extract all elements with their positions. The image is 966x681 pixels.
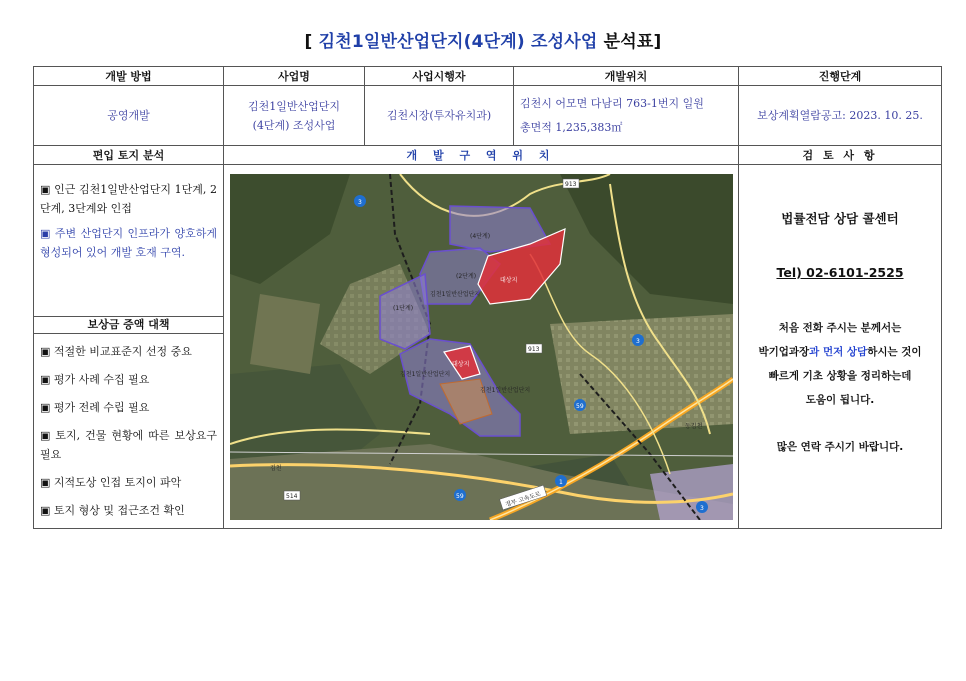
land-analysis-list xyxy=(34,165,223,316)
svg-text:경부 고속도로: 경부 고속도로 xyxy=(504,490,542,509)
compensation-item xyxy=(34,370,223,389)
info-project-line2: (4단계) 조성사업 xyxy=(252,118,336,132)
road-shield-3 xyxy=(696,501,708,513)
review-highlight: 과 먼저 상담 xyxy=(809,346,868,358)
section-header-row xyxy=(34,146,942,165)
road-shield-913 xyxy=(526,344,542,353)
map-label-stage1: (1단계) xyxy=(392,304,413,312)
svg-text:59: 59 xyxy=(575,402,584,410)
village xyxy=(250,294,320,374)
road-shield-913 xyxy=(563,179,579,188)
header-location: 개발위치 xyxy=(514,67,739,86)
info-location xyxy=(514,86,739,146)
content-row xyxy=(34,165,942,529)
review-center-name: 법률전담 상담 콜센터 xyxy=(781,211,899,226)
land-analysis-item xyxy=(34,180,223,218)
review-line5: 많은 연락 주시기 바랍니다. xyxy=(776,441,904,453)
document-title xyxy=(0,27,966,52)
compensation-item xyxy=(34,342,223,361)
header-project: 사업명 xyxy=(224,67,365,86)
road-shield-59 xyxy=(574,399,586,411)
bullet-icon: ▣ xyxy=(40,504,51,517)
map-label-stage2: (2단계) xyxy=(455,272,476,280)
header-stage: 진행단계 xyxy=(739,67,942,86)
compensation-item xyxy=(34,501,223,520)
bullet-icon: ▣ xyxy=(40,345,51,358)
title-open-bracket: [ xyxy=(304,32,313,52)
map-label-ic: 김천 xyxy=(269,464,282,472)
map-label-complex: 김천1일반산업단지 xyxy=(399,370,450,378)
road-shield-3 xyxy=(354,195,366,207)
info-project-line1: 김천1일반산업단지 xyxy=(247,99,340,113)
review-phone: Tel) 02-6101-2525 xyxy=(776,265,904,280)
bullet-icon: ▣ xyxy=(40,401,51,414)
info-row xyxy=(34,86,942,146)
review-manager: 박기업과장 xyxy=(758,346,810,358)
bullet-icon: ▣ xyxy=(40,183,51,196)
review-line4: 도움이 됩니다. xyxy=(805,394,875,406)
header-method: 개발 방법 xyxy=(34,67,224,86)
svg-text:913: 913 xyxy=(564,180,576,188)
compensation-text: 토지, 건물 현황에 따른 보상요구 필요 xyxy=(40,429,218,461)
compensation-header: 보상금 증액 대책 xyxy=(34,316,223,334)
svg-text:3: 3 xyxy=(699,504,704,512)
compensation-item xyxy=(34,398,223,417)
review-line2-tail: 하시는 것이 xyxy=(867,346,922,358)
compensation-item xyxy=(34,426,223,464)
svg-text:514: 514 xyxy=(285,492,297,500)
svg-text:913: 913 xyxy=(527,345,539,353)
svg-text:3: 3 xyxy=(357,198,362,206)
info-location-line1: 김천시 어모면 다남리 763-1번지 일원 xyxy=(520,96,704,110)
bullet-icon: ▣ xyxy=(40,373,51,386)
compensation-text: 평가 사례 수집 필요 xyxy=(53,373,150,386)
land-analysis-item xyxy=(34,224,223,262)
map-label-stage4: (4단계) xyxy=(469,232,490,240)
review-message xyxy=(739,280,941,459)
section-review: 검 토 사 항 xyxy=(739,146,942,165)
review-panel xyxy=(739,165,942,529)
map-label-ic2: 동김천 xyxy=(684,422,702,430)
header-row xyxy=(34,67,942,86)
compensation-text: 지적도상 인접 토지이 파악 xyxy=(53,476,182,489)
compensation-list xyxy=(34,334,223,520)
map-label-target-north: 대상지 xyxy=(499,276,517,284)
info-method: 공영개발 xyxy=(34,86,224,146)
header-operator: 사업시행자 xyxy=(365,67,514,86)
title-suffix: 분석표] xyxy=(603,32,662,52)
road-shield-59 xyxy=(454,489,466,501)
road-shield-3 xyxy=(632,334,644,346)
bullet-icon: ▣ xyxy=(40,476,51,489)
satellite-map xyxy=(230,174,733,520)
section-map-title: 개 발 구 역 위 치 xyxy=(224,146,739,165)
section-land-analysis: 편입 토지 분석 xyxy=(34,146,224,165)
review-line3: 빠르게 기초 상황을 정리하는데 xyxy=(768,370,912,382)
svg-text:3: 3 xyxy=(635,337,640,345)
road-shield-514 xyxy=(284,491,300,500)
svg-text:1: 1 xyxy=(558,478,563,486)
map-label-complex: 김천1일반산업단지 xyxy=(479,386,530,394)
review-line1: 처음 전화 주시는 분께서는 xyxy=(778,322,902,334)
compensation-text: 평가 전례 수립 필요 xyxy=(53,401,150,414)
info-operator: 김천시장(투자유치과) xyxy=(365,86,514,146)
info-location-line2: 총면적 1,235,383㎡ xyxy=(520,120,623,134)
bullet-icon: ▣ xyxy=(40,429,51,442)
land-analysis-text: 주변 산업단지 인프라가 양호하게 형성되어 있어 개발 호재 구역. xyxy=(40,227,217,259)
compensation-item xyxy=(34,473,223,492)
land-analysis-text: 인근 김천1일반산업단지 1단계, 2단계, 3단계와 인접 xyxy=(40,183,218,215)
left-panel xyxy=(34,165,224,529)
svg-text:59: 59 xyxy=(455,492,464,500)
road-shield-1 xyxy=(555,475,567,487)
title-project-name: 김천1일반산업단지(4단계) 조성사업 xyxy=(318,32,598,52)
map-cell xyxy=(224,165,739,529)
map-label-complex: 김천1일반산업단지 xyxy=(429,290,480,298)
map-label-target-south: 대상지 xyxy=(451,360,469,368)
info-project xyxy=(224,86,365,146)
compensation-text: 적절한 비교표준지 선정 중요 xyxy=(53,345,192,358)
location-map xyxy=(230,174,733,520)
bullet-icon: ▣ xyxy=(40,227,51,240)
info-stage: 보상계획열람공고: 2023. 10. 25. xyxy=(739,86,942,146)
farmland xyxy=(550,314,733,434)
compensation-text: 토지 형상 및 접근조건 확인 xyxy=(53,504,185,517)
analysis-table xyxy=(33,66,942,529)
review-line2 xyxy=(739,340,941,364)
